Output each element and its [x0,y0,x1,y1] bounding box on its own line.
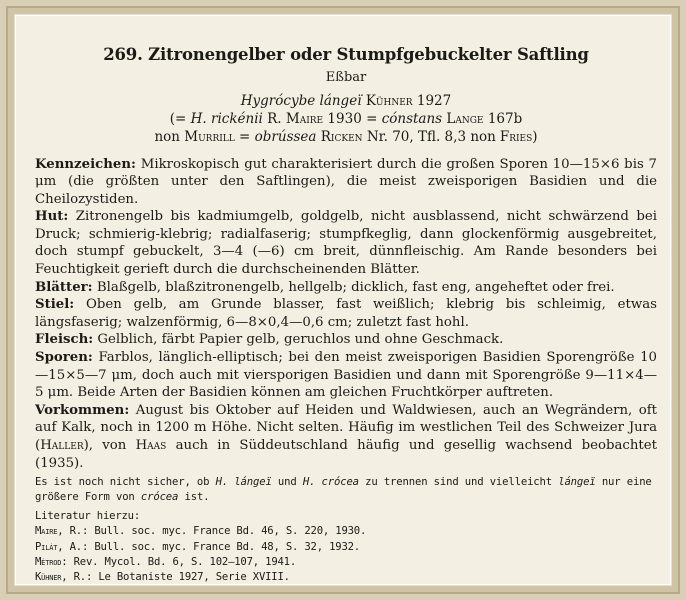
description-body [35,156,657,473]
ref-author: Maire, R.: [35,525,89,538]
literature-ref [35,570,657,585]
section-text: ), von [83,438,127,453]
literature-ref [35,540,657,555]
section-text: auch in Süddeutschland häufig und gesellig wachsend beobachtet (1935). [35,438,657,471]
literature-block [35,509,657,585]
author-name: Haller [40,438,84,453]
section-sporen [35,349,657,402]
page-content [35,29,657,585]
taxonomy-note [35,475,657,505]
section-label: Sporen: [35,350,93,366]
ref-author: Pilát, A.: [35,540,89,553]
author-name: Murrill [184,128,235,145]
author-name: Ricken [320,128,363,145]
species-name: lángeï [558,476,596,489]
species-name: Hygrócybe lángeï [240,92,362,109]
species-name: H. crócea [302,476,359,489]
section-text: Zitronengelb bis kadmiumgelb, goldgelb, nicht ausblassend, nicht schwärzend bei Druck; schmierig-klebrig; radialfaserig; stumpfkeglig, dann glockenförmig ausgebreitet, doch stumpf gebuckelt, 3—4 (—6) cm breit, dünnfleischig. Am Rande besonders bei Feuchtigkeit gerieft durch die durchscheinenden Blätter. [35,209,657,278]
section-label: Hut: [35,209,69,225]
ref-author: Kühner, R.: [35,571,93,583]
synonym-text: = [239,128,251,145]
species-name: crócea [140,491,179,504]
literature-ref [35,524,657,539]
section-label: Blätter: [35,279,93,295]
entry-title: 269. Zitronengelber oder Stumpfgebuckelter Saftling [103,45,589,64]
ref-text: Bull. soc. myc. France Bd. 48, S. 32, 1932. [94,540,360,553]
author-name: Lange [446,110,484,127]
species-name: obrússea [254,128,317,145]
section-text: Gelblich, färbt Papier gelb, geruchlos und ohne Geschmack. [97,332,504,348]
section-label: Fleisch: [35,332,94,348]
synonym-text: non [154,128,180,145]
synonym-text: 167b [487,110,523,127]
section-vorkommen [35,402,657,472]
literature-ref [35,555,657,570]
author-name: Fries [499,128,533,145]
edibility-label: Eßbar [325,69,367,85]
section-text: Farblos, länglich-elliptisch; bei den meist zweisporigen Basidien Sporengröße 10—15×5—7 μm, doch auch mit viersporigen Basidien und dann mit Sporengröße 9—11×4—5 μm. Beide Arten der Basidien können am gleichen Fruchtkörper auftreten. [35,350,657,401]
year: 1927 [416,92,452,109]
synonyms-block [35,92,657,146]
synonym-line-1 [35,92,657,110]
section-blaetter [35,279,657,297]
author-name: Kühner [365,92,413,109]
species-name: H. rickénii [190,110,263,127]
ref-author: Métrod: [35,555,68,568]
ref-text: Le Botaniste 1927, Serie XVIII. [98,571,290,583]
note-text: und [277,476,297,489]
section-stiel [35,296,657,331]
synonym-line-3 [35,128,657,146]
photo-frame [6,6,680,594]
note-text: Es ist noch nicht sicher, ob [35,476,210,489]
section-kennzeichen [35,156,657,209]
species-name: cónstans [381,110,443,127]
bracket-text: (= [169,110,187,127]
ref-text: Rev. Mycol. Bd. 6, S. 102—107, 1941. [73,555,297,568]
literature-heading: Literatur hierzu: [35,510,141,523]
section-label: Vorkommen: [35,402,130,418]
section-text: August bis Oktober auf Heiden und Waldwiesen, auch an Wegrändern, oft auf Kalk, noch in 1200 m Höhe. Nicht selten. Häufig im westlichen Teil des Schweizer Jura ( [35,402,657,453]
bracket-text: ) [532,128,538,145]
author-abbr: R. [267,110,282,127]
section-fleisch [35,331,657,349]
section-label: Stiel: [35,297,75,313]
author-name: Haas [135,438,167,453]
synonym-line-2 [35,110,657,128]
note-text: zu trennen sind und vielleicht [365,476,552,489]
species-name: H. lángeï [215,476,272,489]
section-text: Mikroskopisch gut charakterisiert durch die großen Sporen 10—15×6 bis 7 μm (die größten unter den Saftlingen), die meist zweisporigen Basidien und die Cheilozystiden. [35,156,657,207]
page-sheet [14,14,672,586]
ref-text: Bull. soc. myc. France Bd. 46, S. 220, 1930. [94,525,367,538]
note-text: nur eine größere Form von [35,476,652,504]
note-text: ist. [184,491,210,504]
section-hut [35,208,657,278]
author-name: Maire [285,110,324,127]
section-text: Oben gelb, am Grunde blasser, fast weißlich; klebrig bis schleimig, etwas längsfaserig; walzenförmig, 6—8×0,4—0,6 cm; zuletzt fast hohl. [35,297,657,330]
section-text: Blaßgelb, blaßzitronengelb, hellgelb; dicklich, fast eng, angeheftet oder frei. [96,279,615,295]
synonym-text: Nr. 70, Tfl. 8,3 non [366,128,496,145]
synonym-text: 1930 = [327,110,378,127]
section-label: Kennzeichen: [35,156,136,172]
